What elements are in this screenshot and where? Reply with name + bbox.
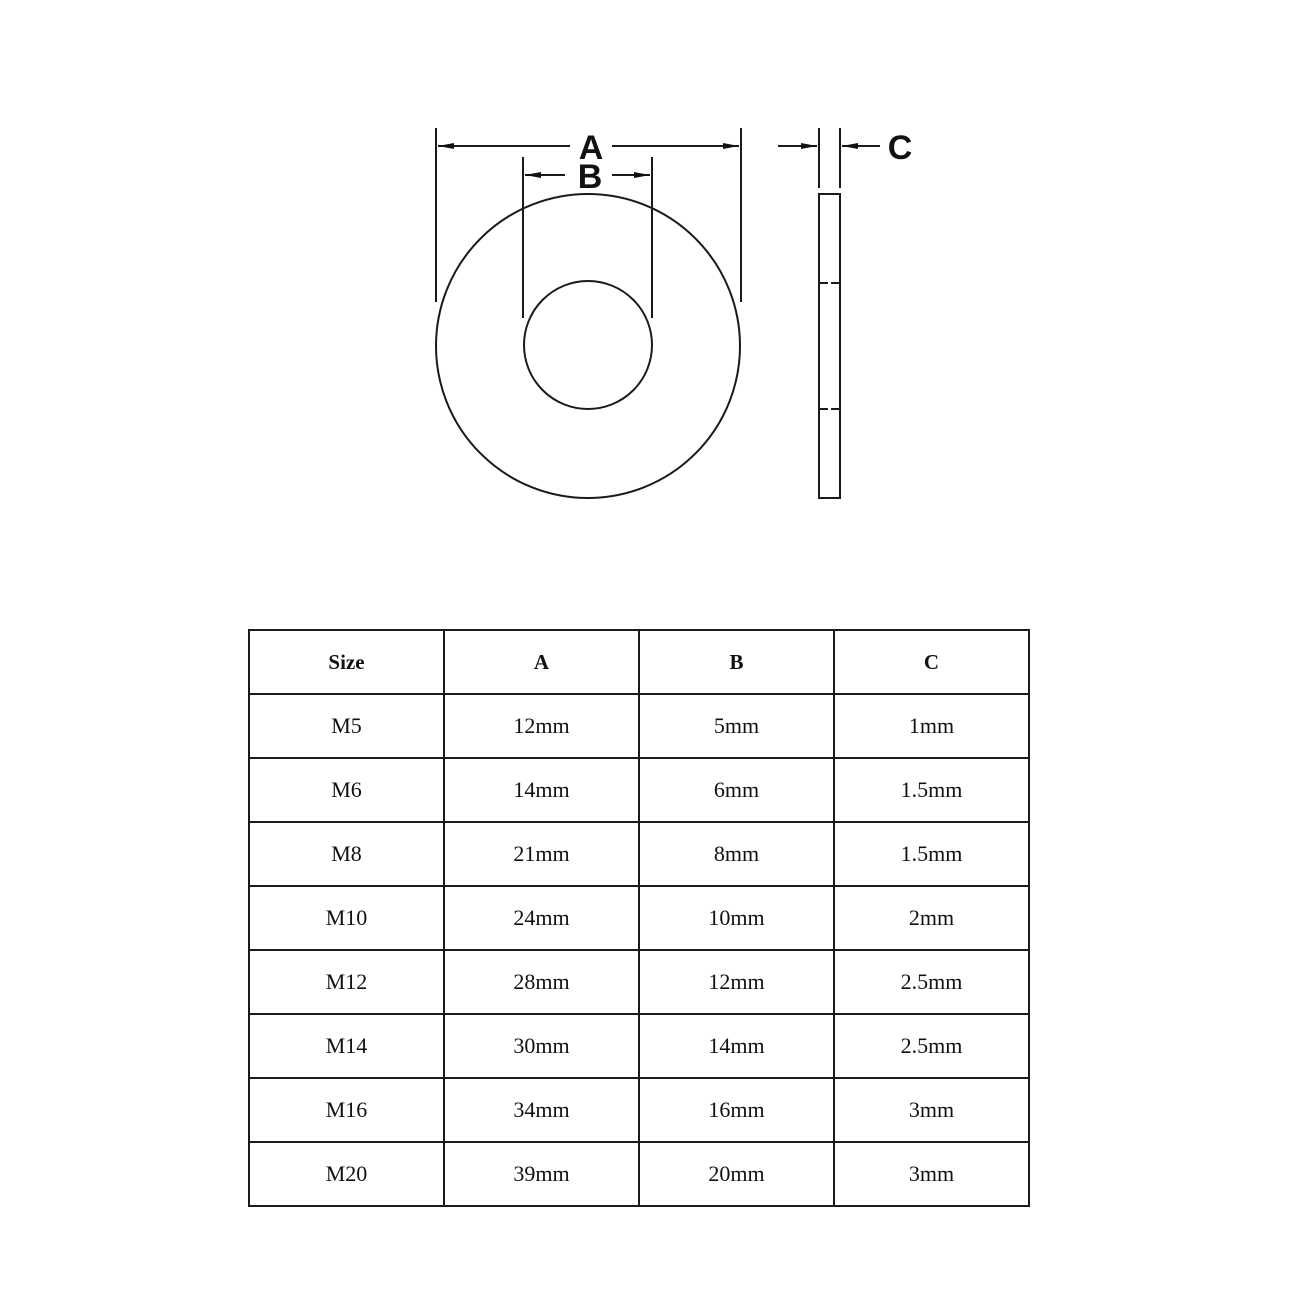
table-row xyxy=(249,950,1029,1014)
label-a: A xyxy=(578,129,604,167)
header-size: Size xyxy=(249,630,444,694)
washer-outer-circle xyxy=(436,194,740,498)
cell-a: 21mm xyxy=(444,822,639,886)
cell-b: 14mm xyxy=(639,1014,834,1078)
table-row xyxy=(249,1078,1029,1142)
cell-c: 1.5mm xyxy=(834,758,1029,822)
cell-size: M16 xyxy=(249,1078,444,1142)
cell-b: 12mm xyxy=(639,950,834,1014)
cell-a: 12mm xyxy=(444,694,639,758)
cell-b: 20mm xyxy=(639,1142,834,1206)
table-row xyxy=(249,822,1029,886)
header-b: B xyxy=(639,630,834,694)
cell-size: M20 xyxy=(249,1142,444,1206)
table-row xyxy=(249,758,1029,822)
cell-size: M5 xyxy=(249,694,444,758)
washer-size-table xyxy=(248,629,1030,1207)
cell-size: M10 xyxy=(249,886,444,950)
cell-b: 10mm xyxy=(639,886,834,950)
cell-c: 3mm xyxy=(834,1078,1029,1142)
cell-b: 5mm xyxy=(639,694,834,758)
cell-c: 2mm xyxy=(834,886,1029,950)
cell-b: 6mm xyxy=(639,758,834,822)
washer-side-view xyxy=(819,194,840,498)
cell-size: M6 xyxy=(249,758,444,822)
washer-technical-drawing xyxy=(0,0,1298,560)
cell-c: 1.5mm xyxy=(834,822,1029,886)
table-row xyxy=(249,694,1029,758)
table-row xyxy=(249,886,1029,950)
cell-a: 34mm xyxy=(444,1078,639,1142)
cell-a: 30mm xyxy=(444,1014,639,1078)
cell-a: 14mm xyxy=(444,758,639,822)
cell-a: 28mm xyxy=(444,950,639,1014)
cell-size: M8 xyxy=(249,822,444,886)
cell-size: M12 xyxy=(249,950,444,1014)
header-c: C xyxy=(834,630,1029,694)
cell-c: 2.5mm xyxy=(834,1014,1029,1078)
table-body xyxy=(249,694,1029,1206)
washer-inner-hole xyxy=(524,281,652,409)
cell-a: 24mm xyxy=(444,886,639,950)
label-c: C xyxy=(887,129,913,167)
cell-c: 2.5mm xyxy=(834,950,1029,1014)
label-b: B xyxy=(577,158,603,196)
cell-c: 1mm xyxy=(834,694,1029,758)
cell-b: 8mm xyxy=(639,822,834,886)
cell-b: 16mm xyxy=(639,1078,834,1142)
table-row xyxy=(249,1014,1029,1078)
cell-c: 3mm xyxy=(834,1142,1029,1206)
cell-size: M14 xyxy=(249,1014,444,1078)
header-a: A xyxy=(444,630,639,694)
table-header-row xyxy=(249,630,1029,694)
cell-a: 39mm xyxy=(444,1142,639,1206)
table-row xyxy=(249,1142,1029,1206)
